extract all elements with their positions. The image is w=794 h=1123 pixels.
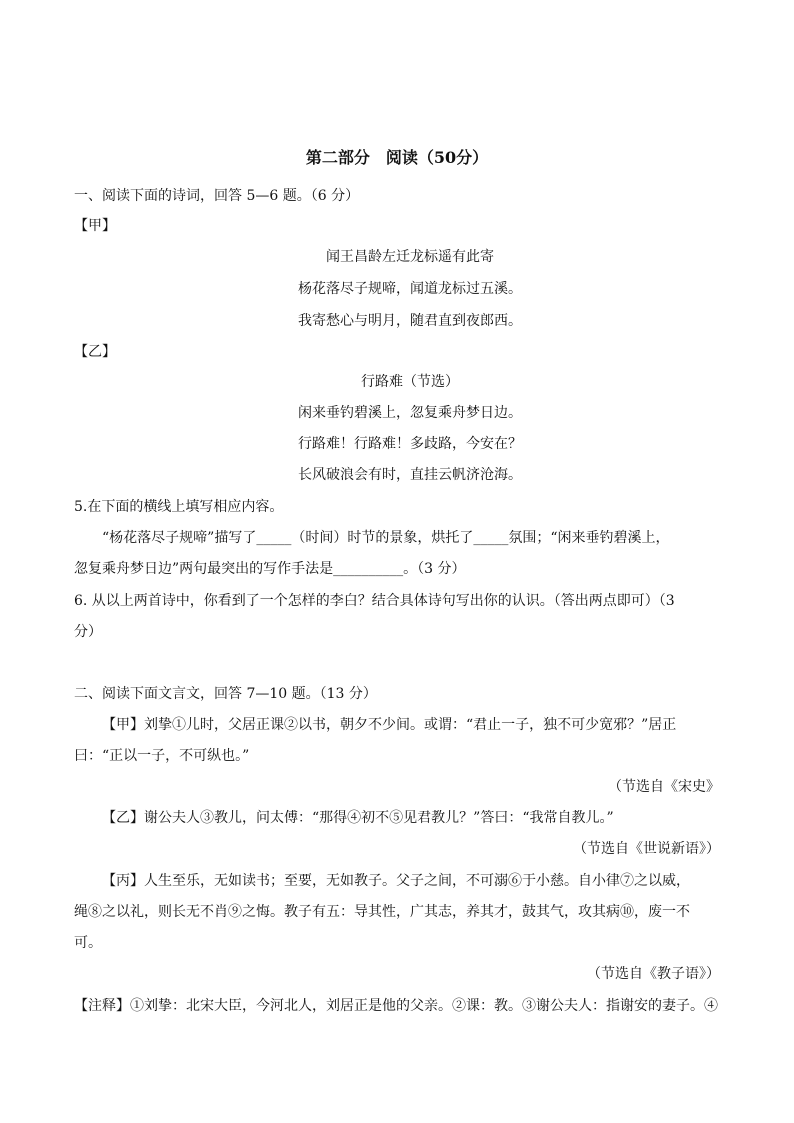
poem-a-line-1: 杨花落尽子规啼，闻道龙标过五溪。 [298, 281, 522, 297]
text-b-source: （节选自《世说新语》） [573, 841, 720, 857]
poem-b-line-3: 长风破浪会有时，直挂云帆济沧海。 [298, 467, 522, 483]
q5-line-1: “杨花落尽子规啼”描写了_____（时间）时节的景象，烘托了_____氛围；“闲来垂钓碧溪上， [102, 530, 670, 546]
text-c-line-1: 【丙】人生至乐，无如读书；至要，无如教子。父子之间，不可溺⑥于小慈。自小律⑦之以威， [102, 873, 690, 889]
poem-b-line-2: 行路难！行路难！多歧路，今安在？ [298, 436, 522, 452]
poem-b-line-1: 闲来垂钓碧溪上，忽复乘舟梦日边。 [298, 405, 522, 421]
q6-line-1: 6. 从以上两首诗中，你看到了一个怎样的李白？结合具体诗句写出你的认识。（答出两点即可）（3 [74, 593, 675, 609]
text-c-line-2: 绳⑧之以礼，则长无不肖⑨之悔。教子有五：导其性，广其志，养其才，鼓其气，攻其病⑩，废一不 [74, 904, 690, 920]
poem-a-line-2: 我寄愁心与明月，随君直到夜郎西。 [298, 313, 522, 329]
text-c-line-3: 可。 [74, 935, 102, 951]
text-a-source: （节选自《宋史》 [608, 779, 720, 795]
poem-b-label: 【乙】 [74, 344, 116, 360]
q6-line-2: 分） [74, 624, 102, 640]
section2-heading: 二、阅读下面文言文，回答 7—10 题。（13 分） [74, 686, 377, 702]
text-b-line-1: 【乙】谢公夫人③教儿，问太傅：“那得④初不⑤见君教儿？”答曰：“我常自教儿。” [102, 810, 614, 826]
q5-line-2: 忽复乘舟梦日边”两句最突出的写作手法是__________。（3 分） [74, 561, 466, 577]
notes: 【注释】①刘挚：北宋大臣，今河北人，刘居正是他的父亲。②课：教。③谢公夫人：指谢安的妻子。④ [74, 998, 718, 1014]
text-a-line-2: 曰：“正以一子，不可纵也。” [74, 748, 250, 764]
page-title: 第二部分 阅读（50分） [305, 148, 489, 167]
poem-b-title: 行路难（节选） [361, 374, 459, 390]
section1-heading: 一、阅读下面的诗词，回答 5—6 题。（6 分） [74, 188, 360, 204]
poem-a-title: 闻王昌龄左迁龙标遥有此寄 [326, 249, 494, 265]
text-a-line-1: 【甲】刘挚①儿时，父居正课②以书，朝夕不少间。或谓：“君止一子，独不可少宽邪？”居正 [102, 717, 677, 733]
poem-a-label: 【甲】 [74, 218, 116, 234]
text-c-source: （节选自《教子语》） [587, 966, 720, 982]
q5-stem: 5.在下面的横线上填写相应内容。 [74, 499, 284, 515]
